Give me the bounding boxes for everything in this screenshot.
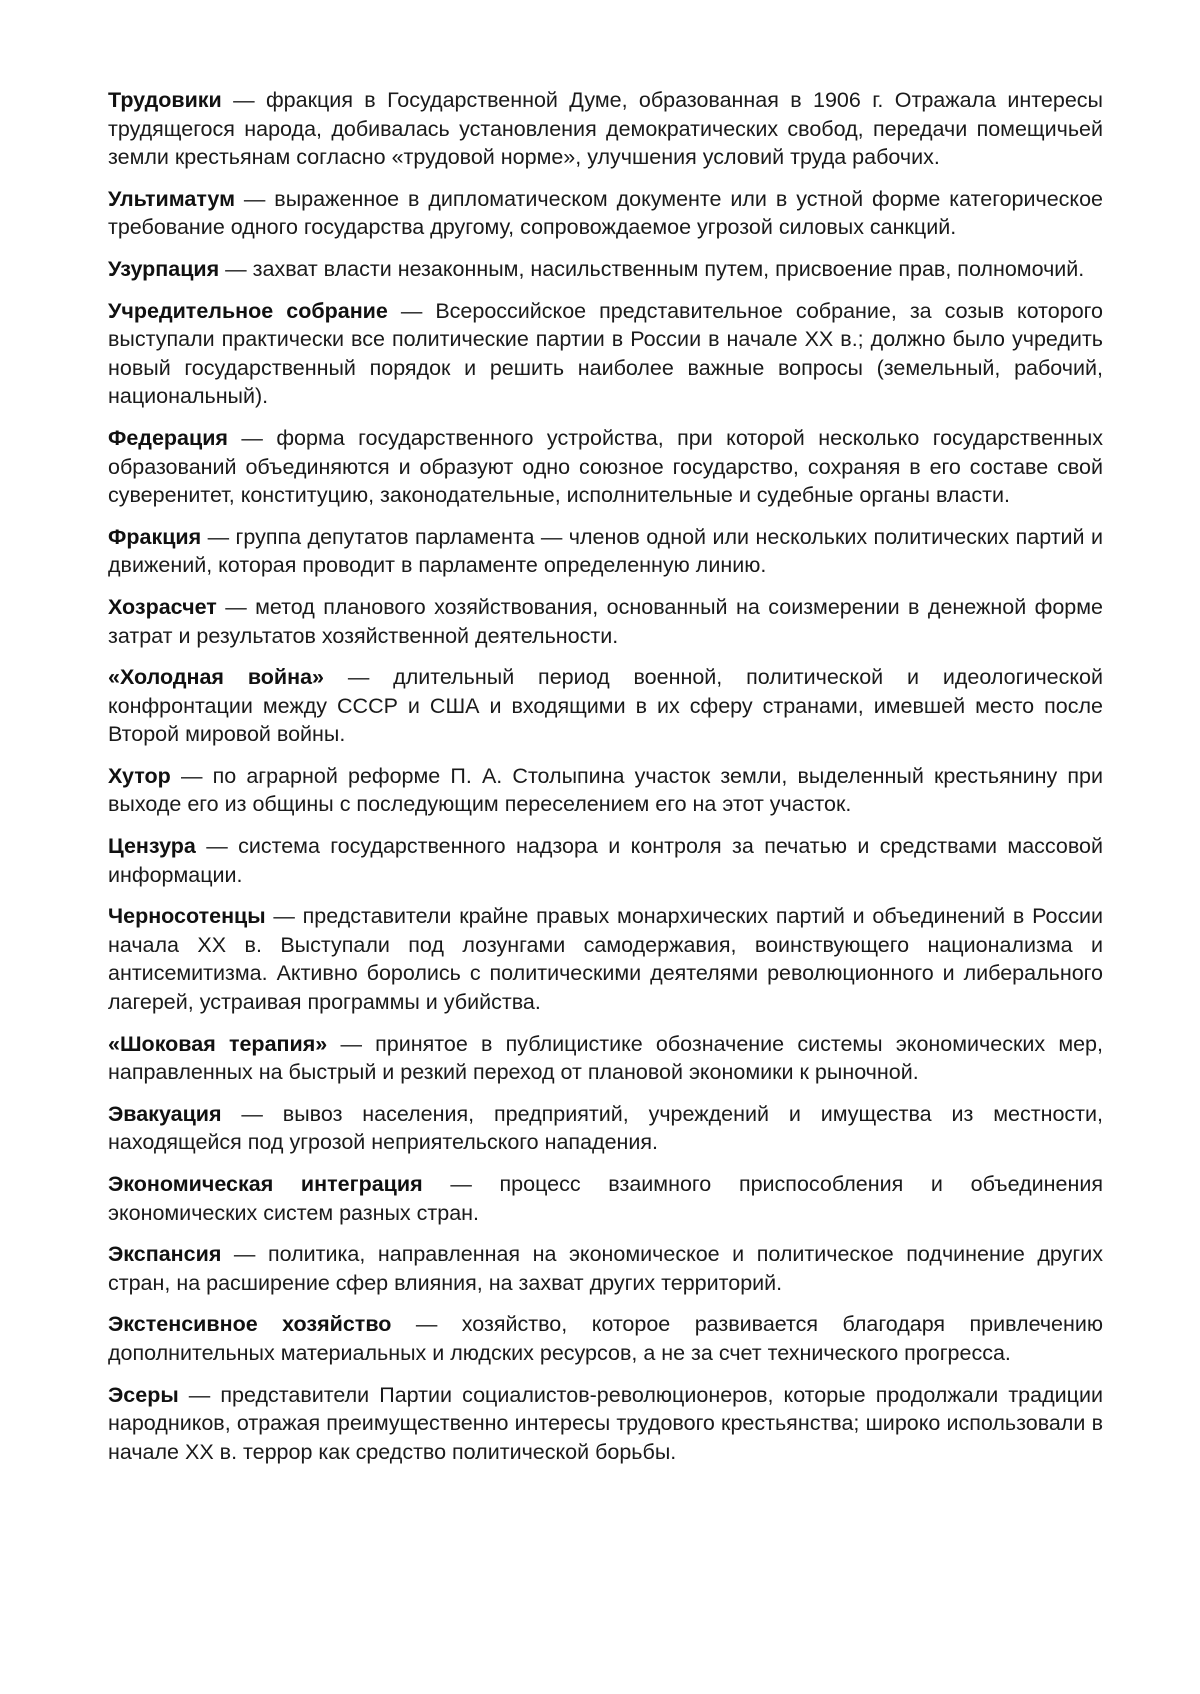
entry-definition: — вывоз населения, предприятий, учреждений и имущества из местности, находящейся под угрозой неприятельского нападения. xyxy=(108,1101,1103,1155)
glossary-entry-chernosotentsy xyxy=(108,902,1103,1016)
entry-definition: — группа депутатов парламента — членов одной или нескольких политических партий и движений, которая проводит в парламенте определенную линию. xyxy=(108,524,1103,578)
entry-definition: — процесс взаимного приспособления и объединения экономических систем разных стран. xyxy=(108,1172,1103,1225)
glossary-entry-ekspansiya xyxy=(108,1240,1103,1297)
entry-definition: — хозяйство, которое развивается благодаря привлечению дополнительных материальных и людских ресурсов, а не за счет технического прогресса. xyxy=(108,1312,1103,1365)
entry-term: Федерация xyxy=(108,425,228,450)
entry-definition: — представители Партии социалистов-революционеров, которые продолжали традиции народников, отражая преимущественно интересы трудового крестьянства; широко использовали в начале XX в. террор как средство политической борьбы. xyxy=(108,1382,1103,1464)
glossary-entry-federatsiya xyxy=(108,424,1103,510)
entry-definition: — длительный период военной, политической и идеологической конфронтации между СССР и США и входящими в их сферу странами, имевшей место после Второй мировой войны. xyxy=(108,665,1103,747)
glossary-list xyxy=(108,86,1103,1479)
entry-term: Экспансия xyxy=(108,1242,222,1267)
entry-term: Экстенсивное хозяйство xyxy=(108,1312,392,1337)
glossary-entry-uchreditelnoe-sobranie xyxy=(108,297,1103,411)
entry-definition: — представители крайне правых монархических партий и объединений в России начала XX в. Выступали под лозунгами самодержавия, воинствующего национализма и антисемитизма. Активно боролись с политическими деятелями революционного и либерального лагерей, устраивая программы и убийства. xyxy=(108,904,1103,1015)
glossary-entry-ekonomicheskaya-integratsiya xyxy=(108,1170,1103,1227)
glossary-entry-kholodnaya-voyna xyxy=(108,663,1103,749)
glossary-entry-ekstensivnoe-khozyaystvo xyxy=(108,1310,1103,1367)
glossary-entry-ultimatum xyxy=(108,185,1103,242)
entry-term: Хозрасчет xyxy=(108,594,217,619)
entry-term: Экономическая интеграция xyxy=(108,1172,423,1196)
entry-term: Цензура xyxy=(108,834,196,859)
entry-definition: — по аграрной реформе П. А. Столыпина участок земли, выделенный крестьянину при выходе его из общины с последующим переселением его на этот участок. xyxy=(108,763,1103,817)
entry-term: Фракция xyxy=(108,524,202,549)
entry-term: Хутор xyxy=(108,763,171,788)
entry-term: Эвакуация xyxy=(108,1101,222,1126)
entry-term: Ультиматум xyxy=(108,186,235,211)
glossary-entry-khutor xyxy=(108,762,1103,819)
glossary-entry-trudoviki xyxy=(108,86,1103,172)
glossary-entry-fraktsiya xyxy=(108,523,1103,580)
entry-definition: — захват власти незаконным, насильственным путем, присвоение прав, полномочий. xyxy=(219,256,1085,281)
glossary-entry-tsenzura xyxy=(108,832,1103,889)
entry-definition: — фракция в Государственной Думе, образованная в 1906 г. Отражала интересы трудящегося народа, добивалась установления демократических свобод, передачи помещичьей земли крестьянам согласно «трудовой норме», улучшения условий труда рабочих. xyxy=(108,88,1103,170)
glossary-entry-evakuatsiya xyxy=(108,1100,1103,1157)
glossary-entry-uzurpatsiya xyxy=(108,255,1103,284)
entry-definition: — выраженное в дипломатическом документе или в устной форме категорическое требование одного государства другому, сопровождаемое угрозой силовых санкций. xyxy=(108,186,1103,240)
entry-term: Эсеры xyxy=(108,1382,179,1407)
entry-definition: — принятое в публицистике обозначение системы экономических мер, направленных на быстрый и резкий переход от плановой экономики к рыночной. xyxy=(108,1031,1103,1085)
entry-term: Черносотенцы xyxy=(108,904,266,929)
glossary-entry-shokovaya-terapiya xyxy=(108,1030,1103,1087)
glossary-entry-khozraschet xyxy=(108,593,1103,650)
entry-term: «Холодная война» xyxy=(108,665,324,690)
entry-term: Учредительное собрание xyxy=(108,298,388,323)
entry-definition: — система государственного надзора и контроля за печатью и средствами массовой информации. xyxy=(108,834,1103,887)
entry-definition: — метод планового хозяйствования, основанный на соизмерении в денежной форме затрат и результатов хозяйственной деятельности. xyxy=(108,594,1103,648)
entry-definition: — политика, направленная на экономическое и политическое подчинение других стран, на расширение сфер влияния, на захват других территорий. xyxy=(108,1242,1103,1295)
entry-term: Узурпация xyxy=(108,256,220,281)
glossary-entry-esery xyxy=(108,1381,1103,1467)
entry-definition: — Всероссийское представительное собрание, за созыв которого выступали практически все политические партии в России в начале XX в.; должно было учредить новый государственный порядок и решить наиболее важные вопросы (земельный, рабочий, национальный). xyxy=(108,298,1103,409)
entry-definition: — форма государственного устройства, при которой несколько государственных образований объединяются и образуют одно союзное государство, сохраняя в его составе свой суверенитет, конституцию, законодательные, исполнительные и судебные органы власти. xyxy=(108,425,1103,508)
entry-term: Трудовики xyxy=(108,88,222,112)
entry-term: «Шоковая терапия» xyxy=(108,1031,328,1056)
